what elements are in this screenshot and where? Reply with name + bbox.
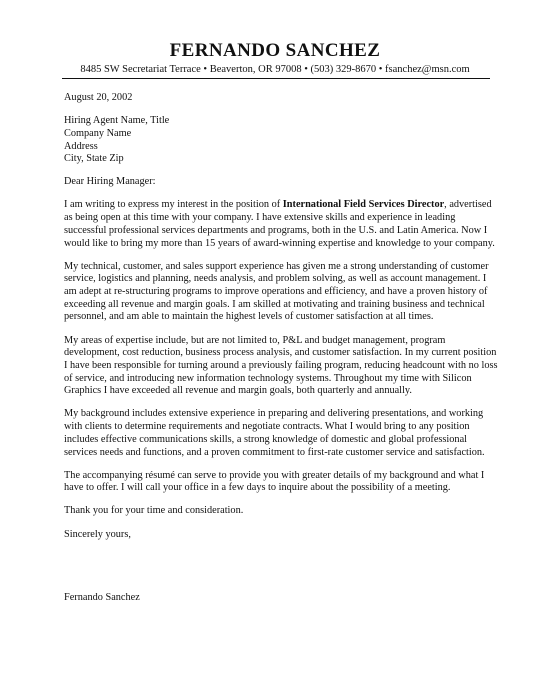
paragraph-line: I have been responsible for turning around a previously failing program, reducing headcount with no loss xyxy=(64,359,498,371)
paragraph-line: Graphics I have exceeded all revenue and margin goals, both quarterly and annually. xyxy=(64,385,412,397)
recipient-line: Address xyxy=(64,140,98,152)
recipient-line: Hiring Agent Name, Title xyxy=(64,115,170,127)
paragraph-text: , advertised xyxy=(444,199,492,211)
sender-name: FERNANDO SANCHEZ xyxy=(169,40,381,61)
paragraph-line: My areas of expertise include, but are not limited to, P&L and budget management, program xyxy=(64,334,446,346)
paragraph-line: successful professional services departments and programs, both in the U.S. and Latin America. Now I xyxy=(64,224,488,236)
signature-space xyxy=(64,552,494,592)
recipient-address xyxy=(64,115,494,166)
paragraph-line: would like to bring my more than 15 years of award-winning expertise and knowledge to your company. xyxy=(64,237,495,249)
paragraph-line: services needs and functions, and a proven commitment to first-rate customer service and satisfaction. xyxy=(64,446,485,458)
paragraph-line: development, cost reduction, business process analysis, and customer satisfaction. In my current position xyxy=(64,347,497,359)
letter-date: August 20, 2002 xyxy=(64,92,133,103)
signature-name: Fernando Sanchez xyxy=(64,591,140,603)
paragraph-line: have to offer. I will call your office in a few days to inquire about the possibility of a meeting. xyxy=(64,482,451,494)
paragraph-line: exceeding all revenue and margin goals. I am skilled at motivating and training business and technical xyxy=(64,298,485,310)
paragraph-line: of service, and introducing new information technology systems. Throughout my time with Silicon xyxy=(64,372,472,384)
paragraph-text: I am writing to express my interest in the position of xyxy=(64,199,283,211)
letter-body xyxy=(64,92,498,615)
letterhead xyxy=(60,40,490,76)
salutation: Dear Hiring Manager: xyxy=(64,176,156,188)
recipient-line: City, State Zip xyxy=(64,153,124,165)
paragraph-line: service, logistics and planning, needs analysis, and problem solving, as well as account management. I xyxy=(64,273,487,285)
paragraph-line: includes effective communications skills, a strong knowledge of domestic and global professional xyxy=(64,433,468,445)
paragraph-closing xyxy=(64,470,494,495)
sender-contact-line: 8485 SW Secretariat Terrace • Beaverton, OR 97008 • (503) 329-8670 • fsanchez@msn.com xyxy=(80,64,470,75)
paragraph-line: with clients to determine requirements and negotiate contracts. What I would bring to any position xyxy=(64,421,470,433)
paragraph-line: as being open at this time with your company. I have extensive skills and experience in leading xyxy=(64,212,456,224)
paragraph-line: My technical, customer, and sales support experience has given me a strong understanding of customer xyxy=(64,260,489,272)
position-title: International Field Services Director xyxy=(282,199,445,211)
paragraph-experience xyxy=(64,261,494,325)
recipient-line: Company Name xyxy=(64,127,132,139)
paragraph-line: My background includes extensive experience in preparing and delivering presentations, and working xyxy=(64,408,484,420)
paragraph-intro xyxy=(64,199,494,250)
paragraph-line: am adept at re-structuring programs to improve operations and efficiency, and have a proven history of xyxy=(64,286,488,297)
paragraph-background xyxy=(64,408,494,459)
paragraph-line: The accompanying résumé can serve to provide you with greater details of my background and what I xyxy=(64,469,485,481)
thank-you-line: Thank you for your time and consideration. xyxy=(64,505,244,517)
paragraph-line: personnel, and am able to maintain the highest levels of customer satisfaction at all times. xyxy=(64,311,434,323)
paragraph-line xyxy=(64,199,494,212)
complimentary-close: Sincerely yours, xyxy=(64,528,131,540)
paragraph-expertise xyxy=(64,334,498,399)
letterhead-divider xyxy=(62,78,490,79)
